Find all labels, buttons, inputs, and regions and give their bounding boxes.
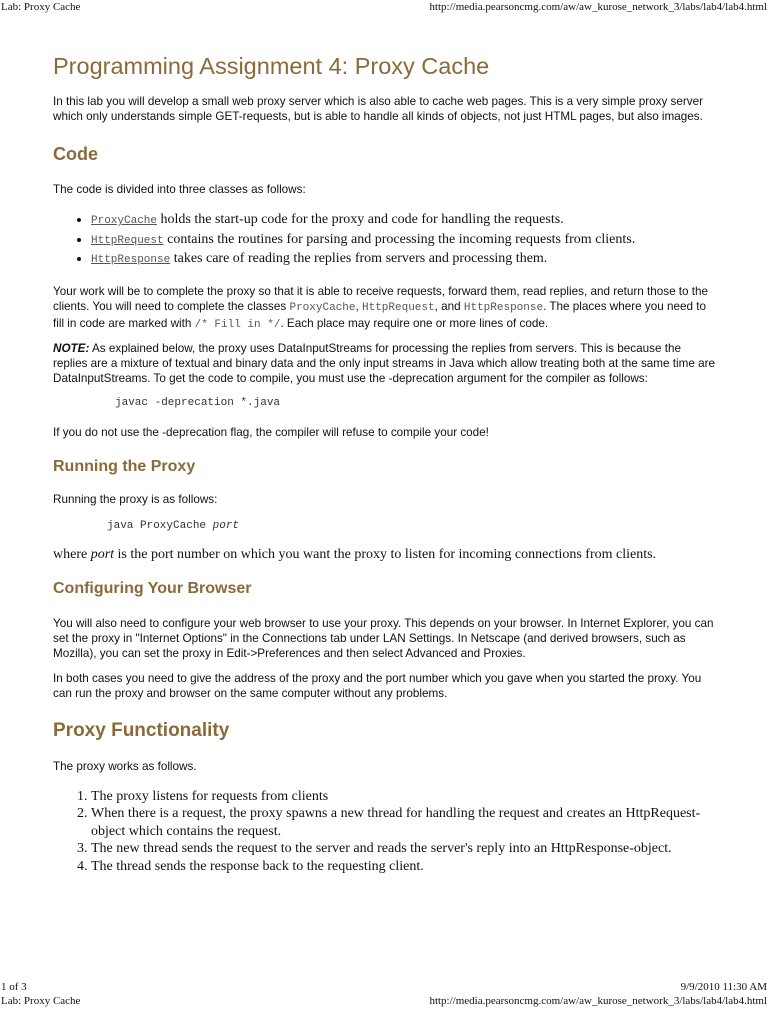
- print-header-url: http://media.pearsoncmg.com/aw/aw_kurose_network_3/labs/lab4/lab4.html: [429, 1, 767, 13]
- print-footer: [0, 980, 768, 994]
- print-header: [0, 0, 768, 14]
- work-sep: , and: [434, 299, 464, 313]
- print-footer-url: http://media.pearsoncmg.com/aw/aw_kurose_network_3/labs/lab4/lab4.html: [429, 995, 767, 1007]
- print-footer-header: [0, 994, 768, 1008]
- work-text: . Each place may require one or more lines of code.: [280, 316, 549, 330]
- print-footer-page: 1 of 3: [1, 981, 27, 993]
- where-text: where: [53, 546, 91, 562]
- browser-paragraph-2: In both cases you need to give the address of the proxy and the port number which you gave when you started the proxy. You can run the proxy and browser on the same computer without any problems.: [53, 671, 702, 700]
- list-item: 3. The new thread sends the request to the server and reads the server's reply into an HttpResponse-object.: [91, 840, 717, 858]
- running-heading: Running the Proxy: [53, 457, 196, 475]
- list-item: [91, 231, 717, 251]
- running-intro: Running the proxy is as follows:: [53, 492, 218, 506]
- note-text: As explained below, the proxy uses DataInputStreams for processing the replies from servers. This is because the replies are a mixture of textual and binary data and the only input streams in Java which allow treating both at the same time are DataInputStreams. To get the code to compile, you must use the -deprecation argument for the compiler as follows:: [53, 341, 715, 385]
- list-item: [91, 211, 717, 231]
- deprecation-warning: If you do not use the -deprecation flag, the compiler will refuse to compile your code!: [53, 425, 489, 439]
- list-item-desc: holds the start-up code for the proxy and code for handling the requests.: [157, 212, 564, 227]
- list-item: [91, 250, 717, 270]
- steps-list: [53, 788, 717, 876]
- fill-in-marker: /* Fill in */: [194, 318, 281, 331]
- note-paragraph: [53, 341, 717, 386]
- intro-paragraph: In this lab you will develop a small web proxy server which is also able to cache web pages. This is a very simple proxy server which only understands simple GET-requests, but is able to handle all kinds of objects, not just HTML pages, but also images.: [53, 95, 704, 123]
- list-item: 2. When there is a request, the proxy spawns a new thread for handling the request and creates an HttpRequest-object which contains the request.: [91, 805, 717, 840]
- work-paragraph: [53, 284, 717, 333]
- list-item: 4. The thread sends the response back to the requesting client.: [91, 858, 717, 876]
- work-text: . The places where you need to fill in code are marked with: [53, 299, 706, 330]
- list-item-desc: contains the routines for parsing and processing the incoming requests from clients.: [163, 231, 636, 247]
- print-header-title: Lab: Proxy Cache: [1, 1, 81, 13]
- page-title: Programming Assignment 4: Proxy Cache: [53, 53, 490, 79]
- list-item-desc: takes care of reading the replies from servers and processing them.: [170, 251, 548, 266]
- class-code: ProxyCache: [289, 301, 356, 314]
- work-text: Your work will be to complete the proxy so that it is able to receive requests, forward them, read replies, and return those to the clients. You will need to complete the classes: [53, 284, 709, 313]
- compile-command: javac -deprecation *.java: [115, 396, 281, 409]
- httpresponse-link[interactable]: HttpResponse: [91, 254, 171, 266]
- browser-heading: Configuring Your Browser: [53, 579, 252, 597]
- browser-paragraph-1: You will also need to configure your web browser to use your proxy. This depends on your browser. In Internet Explorer, you can set the proxy in "Internet Options" in the Connections tab under LAN Settings. In Netscape (and derived browsers, such as Mozilla), you can set the proxy in Edit->Preferences and then select Advanced and Proxies.: [53, 616, 714, 660]
- note-label: NOTE:: [53, 341, 90, 355]
- class-code: HttpRequest: [362, 301, 435, 314]
- class-code: HttpResponse: [463, 301, 544, 314]
- print-footer-datetime: 9/9/2010 11:30 AM: [680, 981, 767, 993]
- httprequest-link[interactable]: HttpRequest: [91, 234, 164, 247]
- list-item: 1. The proxy listens for requests from clients: [91, 788, 717, 806]
- proxycache-link[interactable]: ProxyCache: [91, 215, 158, 227]
- work-sep: ,: [355, 299, 362, 313]
- run-command-arg: port: [212, 519, 240, 532]
- document-body: [53, 50, 717, 875]
- where-port: port: [90, 546, 115, 562]
- functionality-heading: Proxy Functionality: [53, 719, 230, 741]
- run-command: [53, 519, 717, 534]
- code-intro: The code is divided into three classes as follows:: [53, 183, 306, 196]
- print-footer-title: Lab: Proxy Cache: [1, 995, 81, 1007]
- code-heading: Code: [53, 144, 98, 164]
- run-command-text: java ProxyCache: [107, 519, 213, 532]
- class-list: [53, 211, 717, 270]
- where-text: is the port number on which you want the proxy to listen for incoming connections from clients.: [114, 546, 657, 562]
- where-paragraph: [53, 546, 717, 564]
- functionality-intro: The proxy works as follows.: [53, 759, 197, 773]
